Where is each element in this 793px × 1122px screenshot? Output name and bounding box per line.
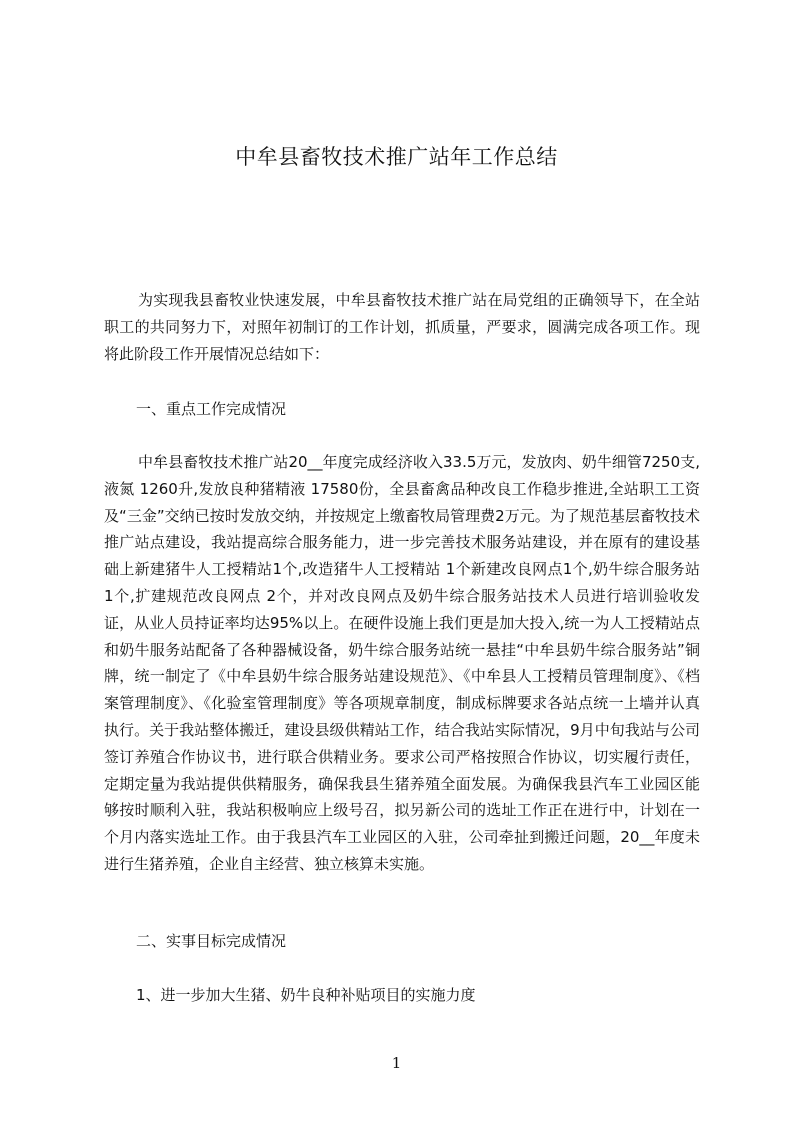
- subsection1-heading-block: [104, 983, 700, 1007]
- document-title: 中牟县畜牧技术推广站年工作总结: [235, 145, 558, 169]
- section1-heading: 一、重点工作完成情况: [136, 400, 287, 418]
- subsection1-heading: 1、进一步加大生猪、奶牛良种补贴项目的实施力度: [136, 986, 476, 1004]
- section2-heading: 二、实事目标完成情况: [136, 932, 287, 950]
- intro-block: [104, 287, 700, 367]
- section1-paragraph: 中牟县畜牧技术推广站20__年度完成经济收入33.5万元，发放肉、奶牛细管7250支,液氮 1260升,发放良种猪精液 17580份，全县畜禽品种改良工作稳步推进,全站职工工资及“三金”交纳已按时发放交纳，并按规定上缴畜牧局管理费2万元。为了规范基层畜牧技术推广站点建设，我站提高综合服务能力，进一步完善技术服务站建设，并在原有的建设基础上新建猪牛人工授精站1个,改造猪牛人工授精站 1个新建改良网点1个,奶牛综合服务站 1个,扩建规范改良网点 2个，并对改良网点及奶牛综合服务站技术人员进行培训验收发证，从业人员持证率均达95%以上。在硬件设施上我们更是加大投入,统一为人工授精站点和奶牛服务站配备了各种器械设备，奶牛综合服务站统一悬挂“中牟县奶牛综合服务站”铜牌，统一制定了《中牟县奶牛综合服务站建设规范》、《中牟县人工授精员管理制度》、《档案管理制度》、《化验室管理制度》等各项规章制度，制成标牌要求各站点统一上墙并认真执行。关于我站整体搬迁，建设县级供精站工作，结合我站实际情况，9月中旬我站与公司签订养殖合作协议书，进行联合供精业务。要求公司严格按照合作协议，切实履行责任，定期定量为我站提供供精服务，确保我县生猪养殖全面发展。为确保我县汽车工业园区能够按时顺利入驻，我站积极响应上级号召，拟另新公司的选址工作正在进行中，计划在一个月内落实选址工作。由于我县汽车工业园区的入驻，公司牵扯到搬迁问题，20__年度未进行生猪养殖，企业自主经营、独立核算未实施。: [104, 453, 700, 873]
- section1-body-block: [104, 449, 700, 878]
- section2-heading-block: [104, 929, 700, 953]
- section1-heading-block: [104, 397, 700, 421]
- page-number: 1: [391, 1054, 402, 1072]
- intro-paragraph: 为实现我县畜牧业快速发展，中牟县畜牧技术推广站在局党组的正确领导下，在全站职工的共同努力下，对照年初制订的工作计划，抓质量，严要求，圆满完成各项工作。现将此阶段工作开展情况总结如下：: [104, 291, 700, 363]
